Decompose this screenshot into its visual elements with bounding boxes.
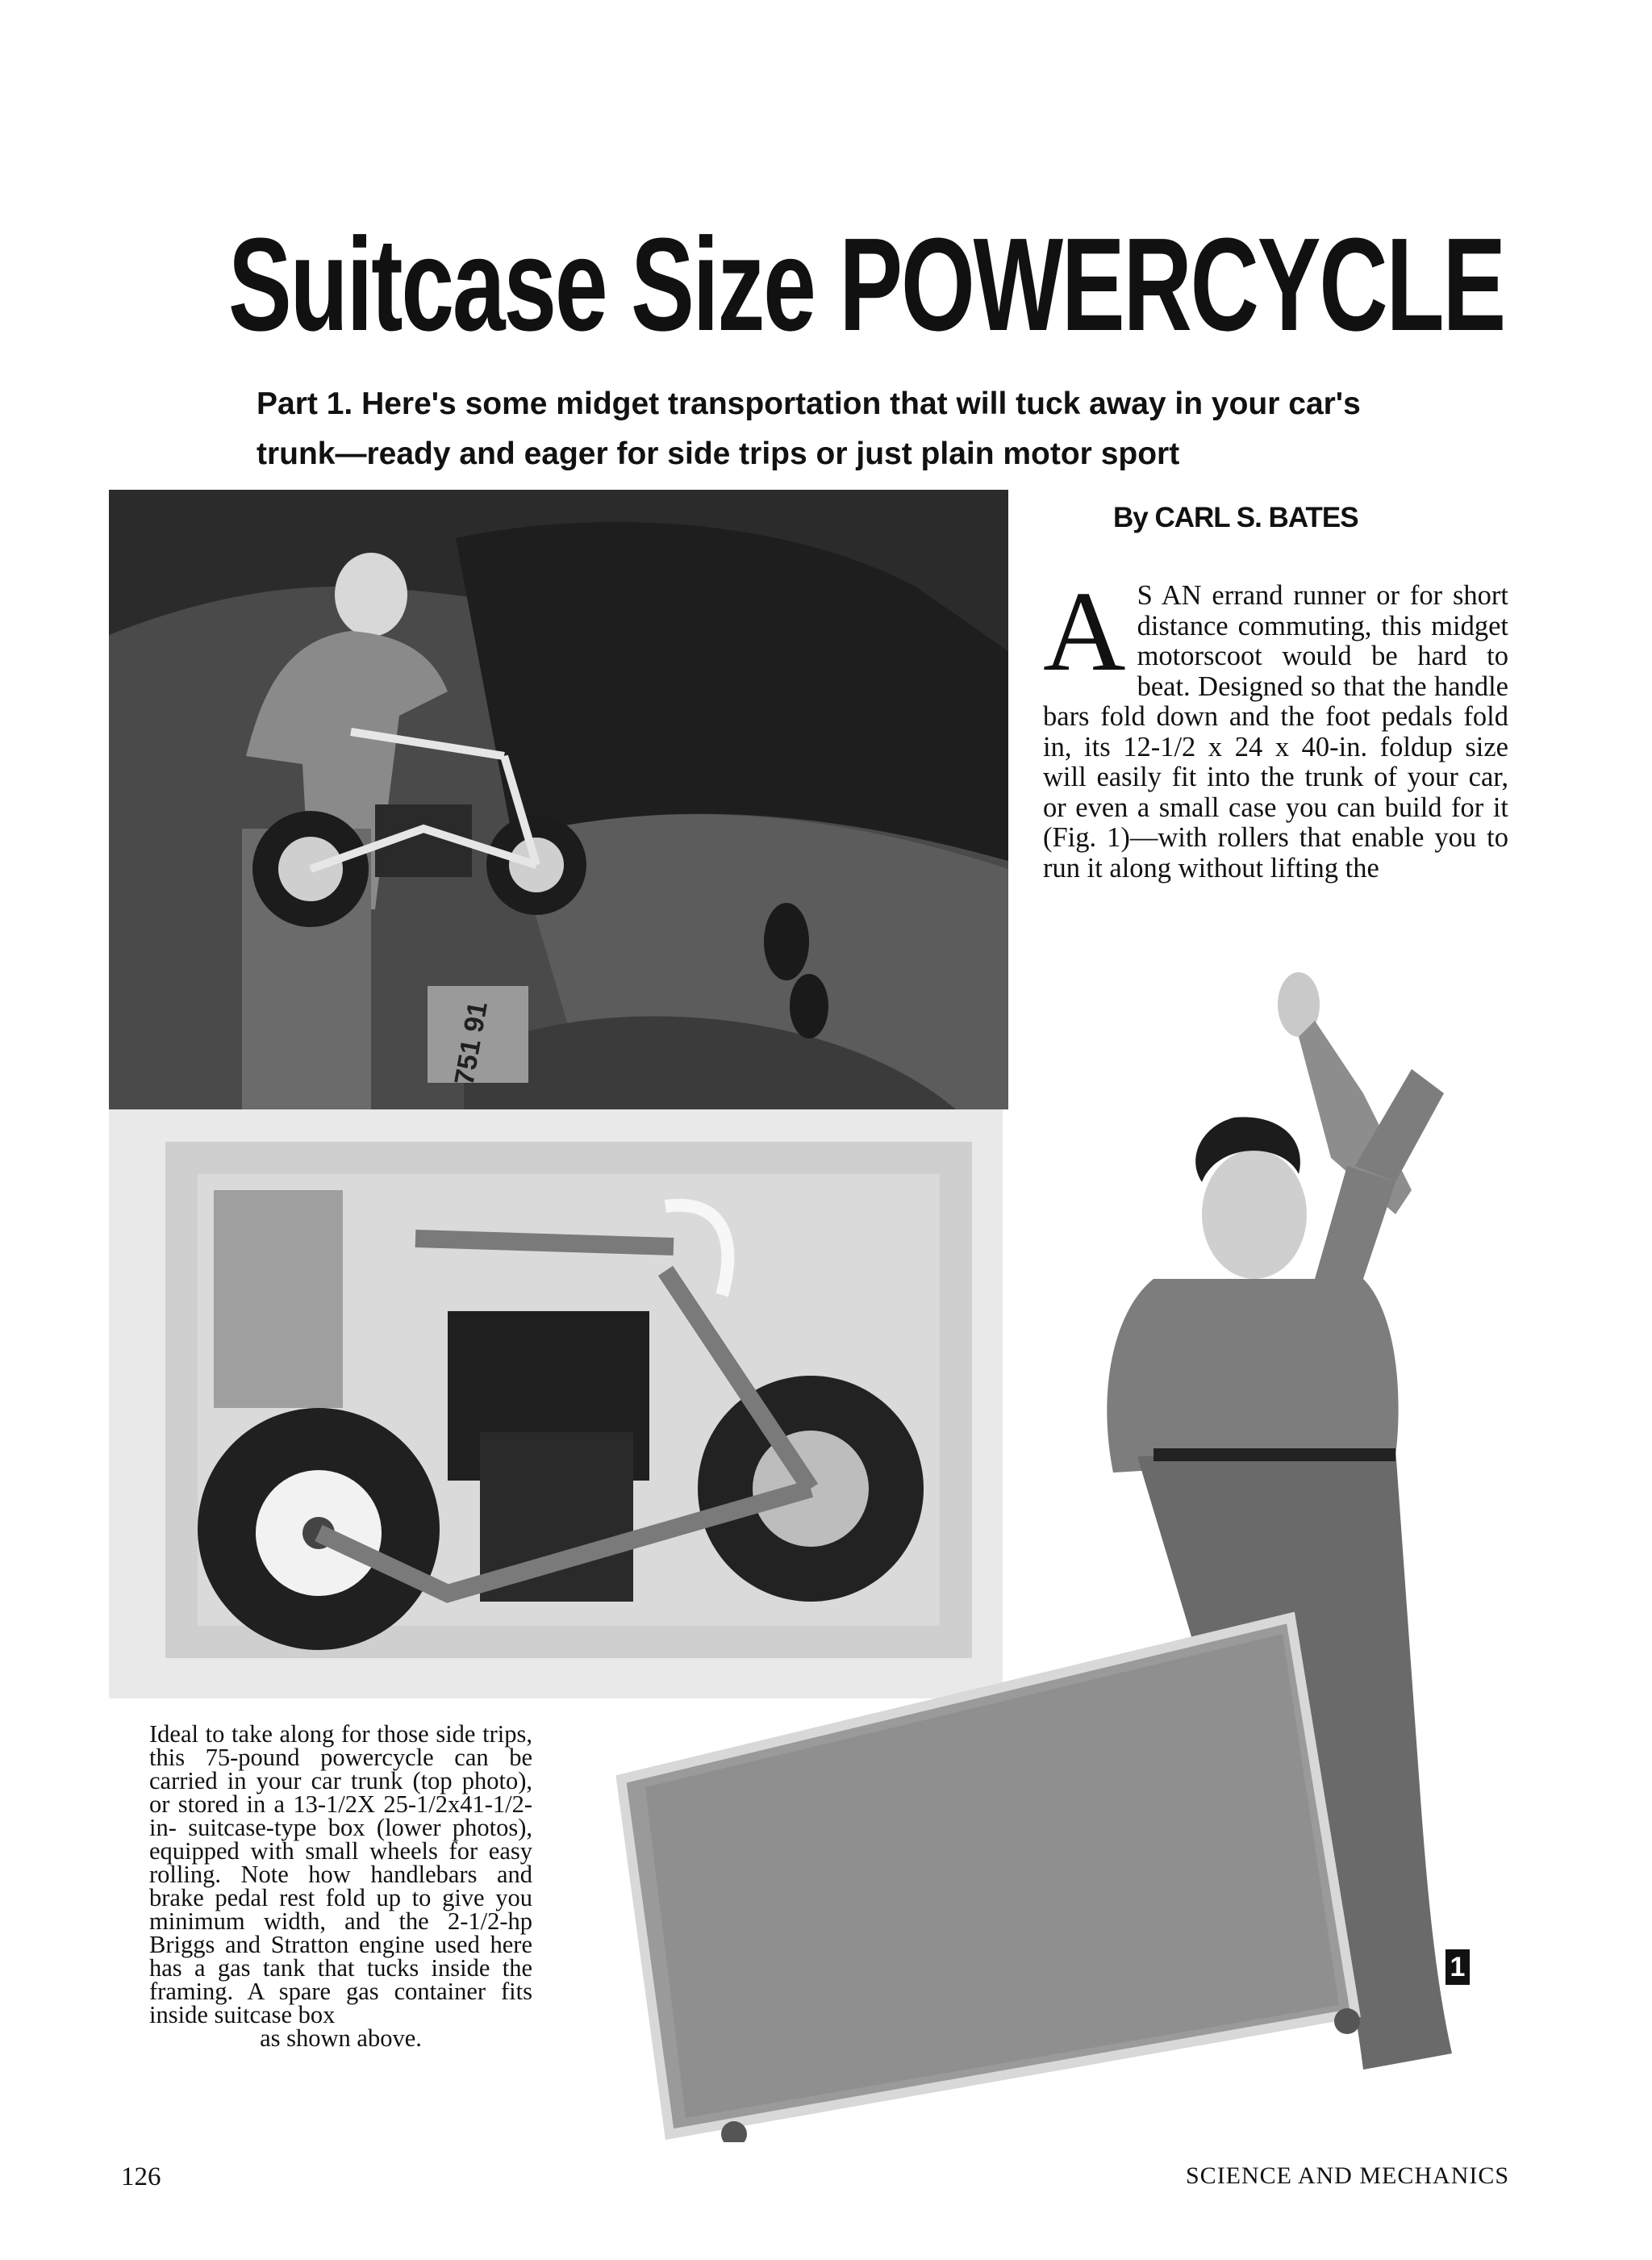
byline: By CARL S. BATES bbox=[1113, 502, 1358, 533]
drop-cap: A bbox=[1043, 567, 1126, 695]
article-body bbox=[1043, 567, 1508, 884]
caption-text: Ideal to take along for those side trips, this 75-pound powercycle can be carried in your car trunk (top photo), or stored in a 13-1/2X 25-1/2x41-1/2-in- suitcase-type box (lower photos), equipped with small wheels for easy rolling. Note how handlebars and brake pedal rest fold up to give you minimum width, and the 2-1/2-hp Briggs and Stratton engine used here has a gas tank that tucks inside the framing. A spare gas container fits inside suitcase box bbox=[149, 1720, 532, 2028]
article-body-text: S AN errand runner or for short distance commuting, this midget motorscoot would be hard to beat. Designed so that the handle bars fold down and the foot pedals fold in, its 12-1/2 x 24 x 40-in. foldup size will easily fit into the trunk of your car, or even a small case you can build for it (Fig. 1)—with rollers that enable you to run it along without lifting the bbox=[1043, 580, 1508, 884]
photo-man-with-suitcase bbox=[589, 972, 1500, 2142]
magazine-name: SCIENCE AND MECHANICS bbox=[1186, 2162, 1510, 2189]
article-title: Suitcase Size POWERCYCLE bbox=[228, 211, 1505, 358]
article-subtitle: Part 1. Here's some midget transportation that will tuck away in your car's trunk—ready and eager for side trips or just plain motor sport bbox=[257, 386, 1361, 471]
man-with-suitcase-illustration bbox=[589, 972, 1500, 2142]
photo-caption bbox=[149, 1720, 532, 2052]
page-number: 126 bbox=[121, 2162, 161, 2191]
caption-last-line: as shown above. bbox=[260, 2024, 422, 2052]
license-plate: 751 91 bbox=[448, 999, 494, 1088]
figure-number-badge: 1 bbox=[1446, 1949, 1470, 1985]
